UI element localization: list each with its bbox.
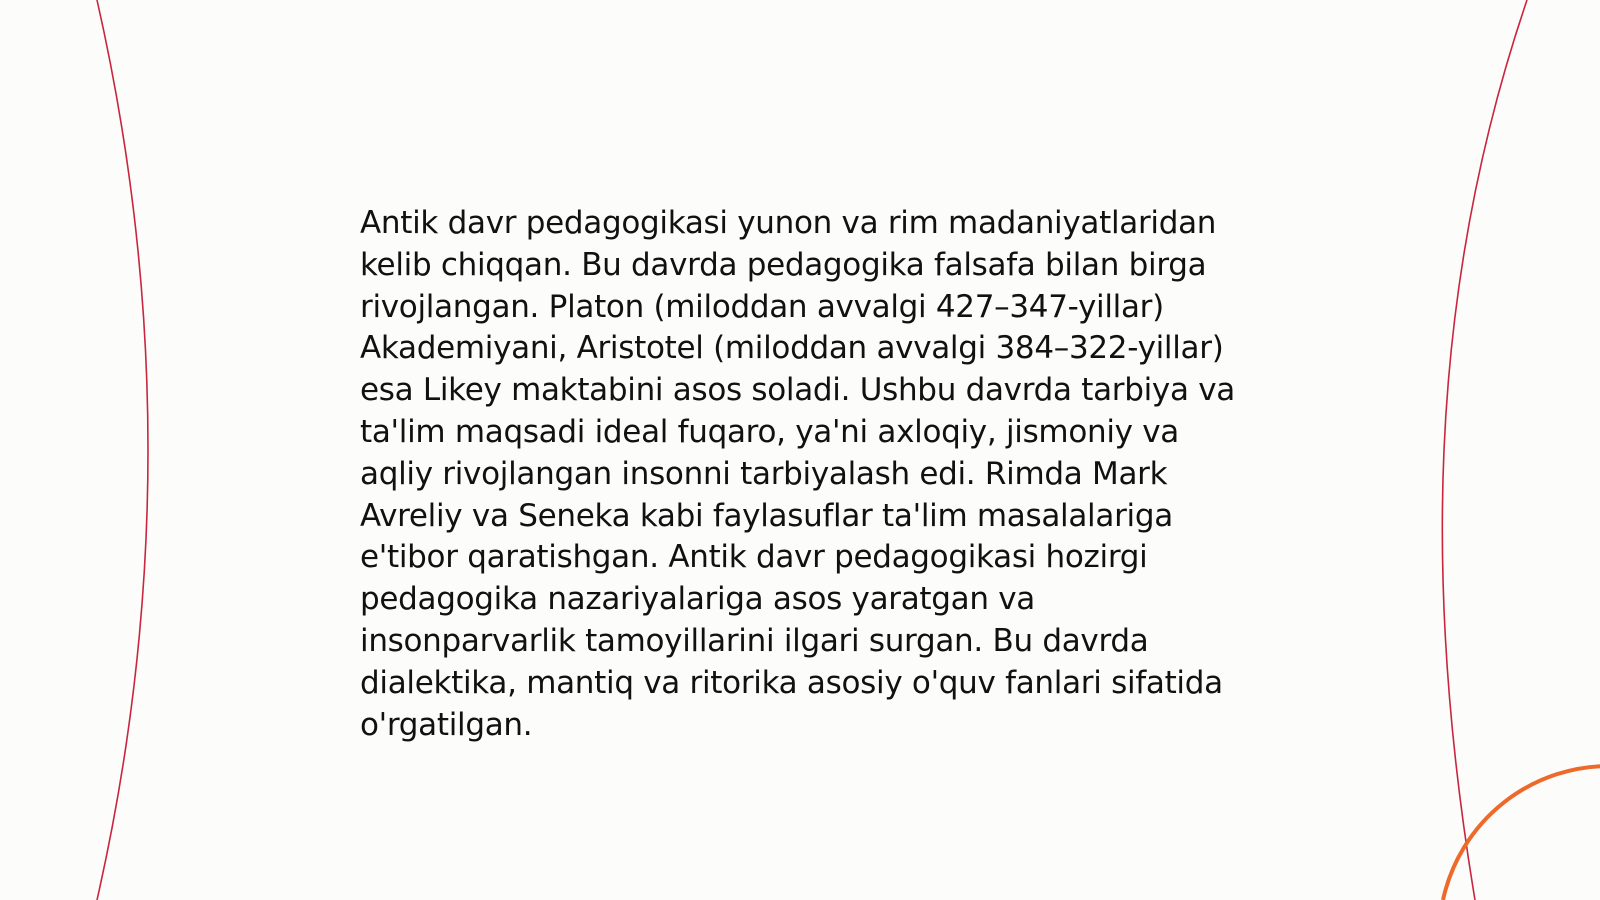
slide-body-text: Antik davr pedagogikasi yunon va rim madaniyatlaridan kelib chiqqan. Bu davrda pedagogika falsafa bilan birga rivojlangan. Platon (miloddan avvalgi 427–347-yillar) Akademiyani, Aristotel (miloddan avvalgi 384–322-yillar) esa Likey maktabini asos soladi. Ushbu davrda tarbiya va ta'lim maqsadi ideal fuqaro, ya'ni axloqiy, jismoniy va aqliy rivojlangan insonni tarbiyalash edi. Rimda Mark Avreliy va Seneka kabi faylasuflar ta'lim masalalariga e'tibor qaratishgan. Antik davr pedagogikasi hozirgi pedagogika nazariyalariga asos yaratgan va insonparvarlik tamoyillarini ilgari surgan. Bu davrda dialektika, mantiq va ritorika asosiy o'quv fanlari sifatida o'rgatilgan. [360, 205, 1235, 743]
orange-accent-arc [1443, 766, 1600, 900]
right-curve-line [1442, 0, 1527, 900]
left-curve-line [97, 0, 148, 900]
